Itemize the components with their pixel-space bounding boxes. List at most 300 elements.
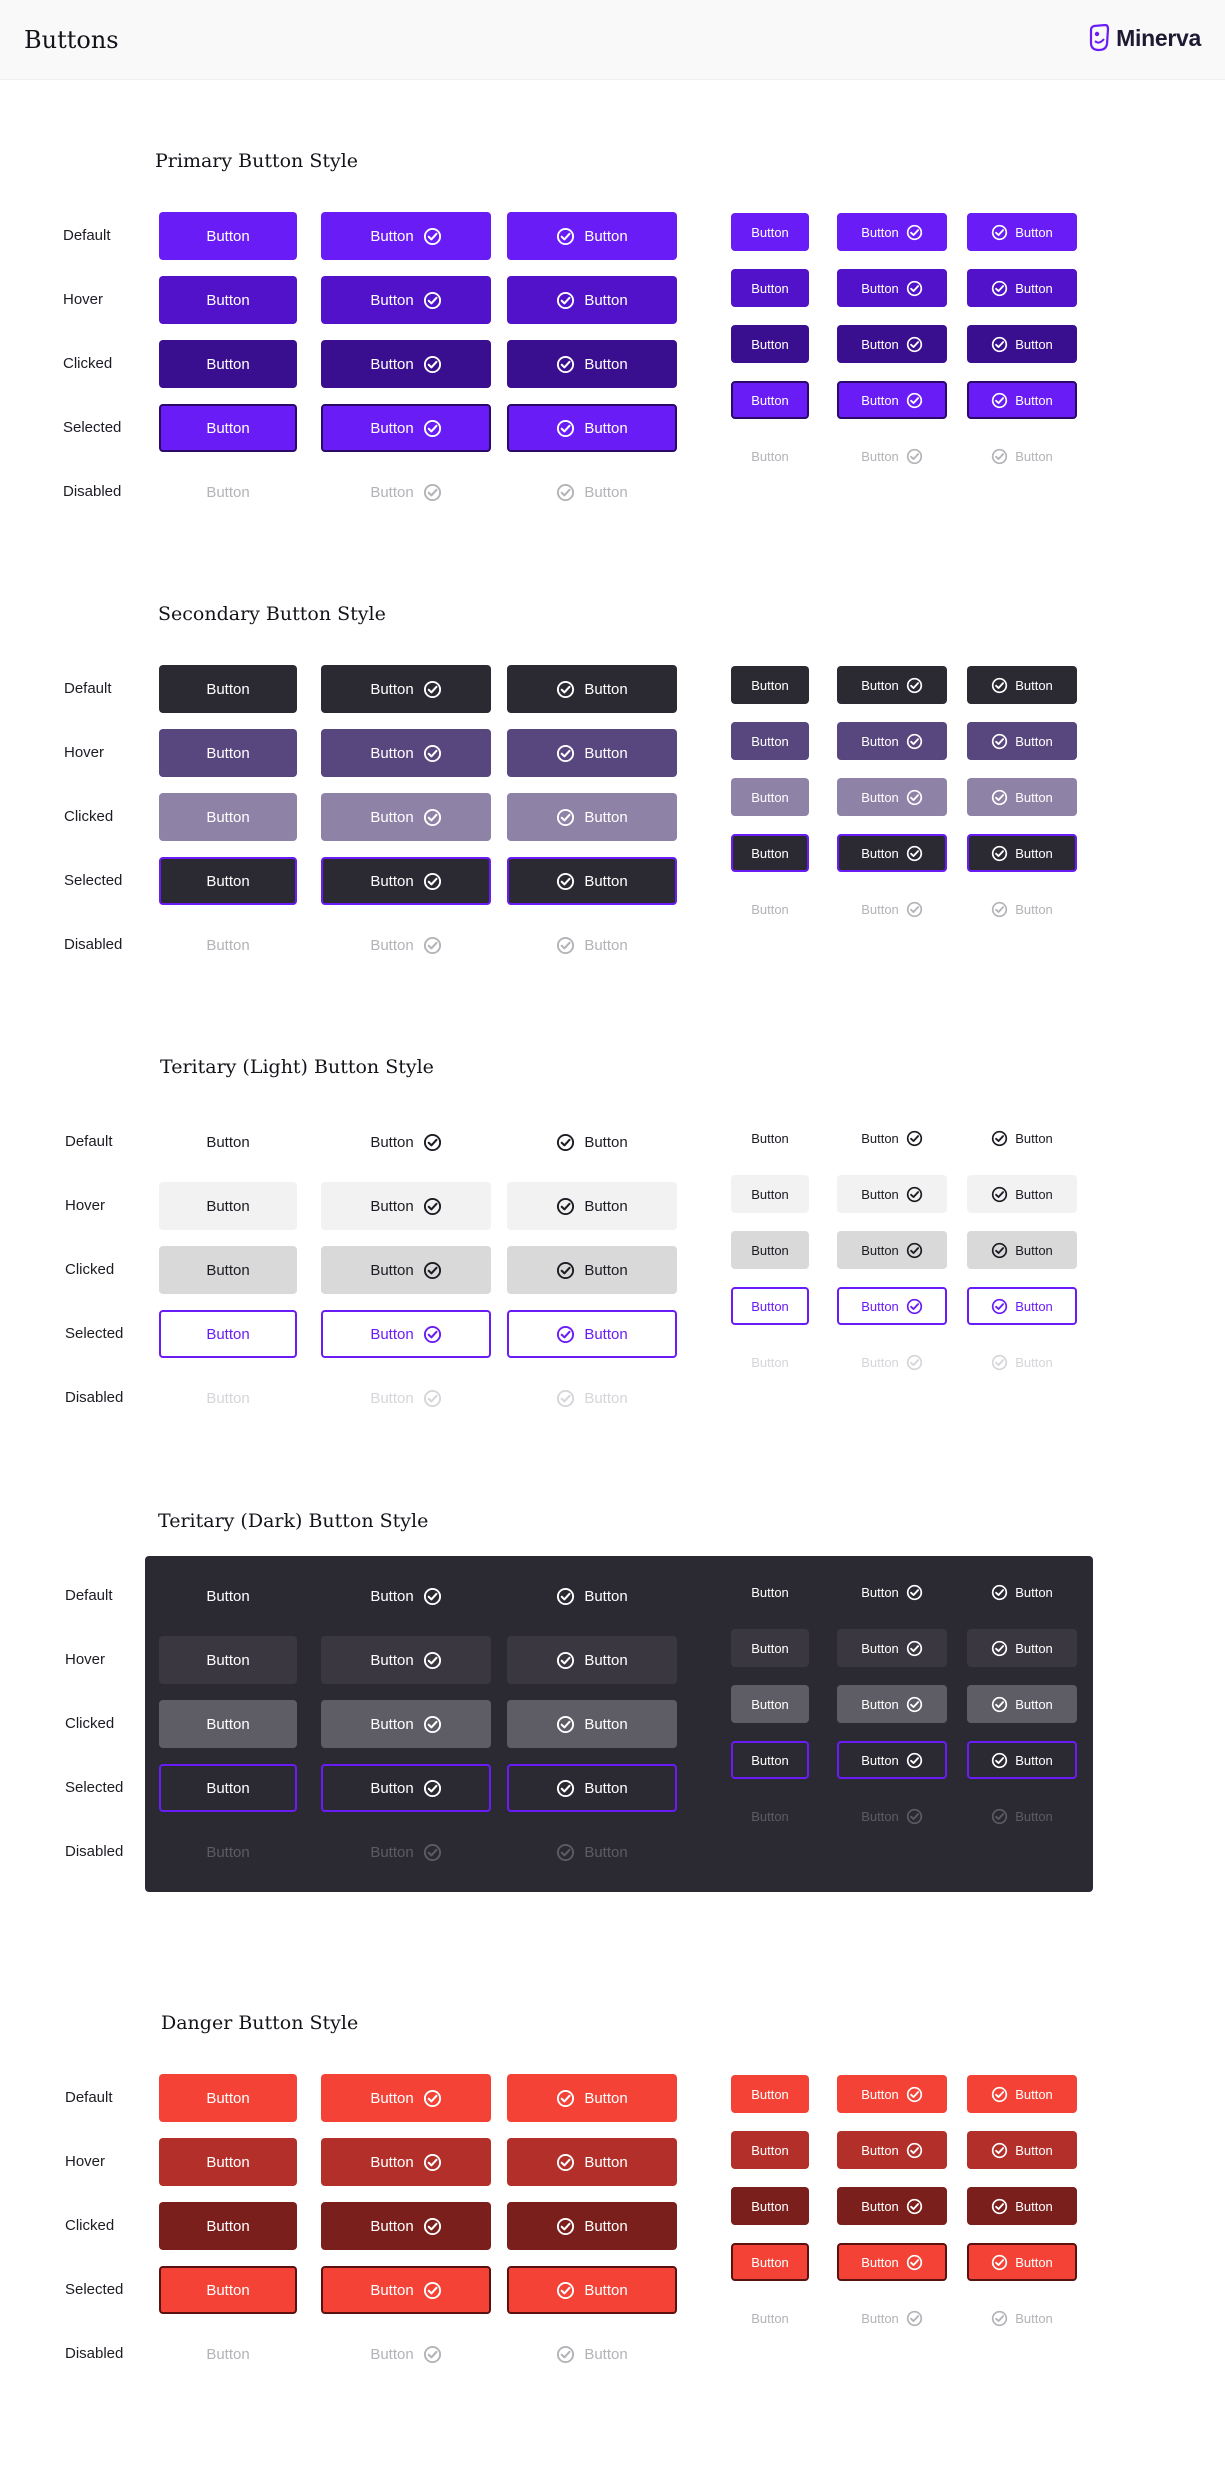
button-label: Button	[206, 227, 250, 245]
button-label: Button	[584, 1325, 628, 1343]
tertiary-dark-hover-icon-text-button[interactable]	[507, 1636, 677, 1684]
tertiary-light-selected-text-icon-button[interactable]	[837, 1287, 947, 1325]
state-label: Disabled	[63, 483, 122, 500]
button-label: Button	[370, 680, 414, 698]
check-circle-icon	[556, 419, 575, 438]
button-label: Button	[206, 483, 250, 501]
primary-hover-text-button[interactable]	[159, 276, 297, 324]
check-circle-icon	[906, 392, 923, 409]
button-label: Button	[206, 291, 250, 309]
button-label: Button	[861, 733, 899, 749]
button-label: Button	[1015, 392, 1053, 408]
tertiary-dark-clicked-icon-text-button[interactable]	[507, 1700, 677, 1748]
primary-selected-text-icon-button[interactable]	[837, 381, 947, 419]
tertiary-dark-hover-icon-text-button[interactable]	[967, 1629, 1077, 1667]
check-circle-icon	[991, 448, 1008, 465]
button-label: Button	[206, 2153, 250, 2171]
button-label: Button	[861, 1354, 899, 1370]
button-label: Button	[751, 1186, 789, 1202]
button-label: Button	[584, 419, 628, 437]
button-label: Button	[370, 1133, 414, 1151]
tertiary-dark-default-icon-text-button[interactable]	[507, 1572, 677, 1620]
check-circle-icon	[906, 224, 923, 241]
button-label: Button	[206, 1715, 250, 1733]
button-label: Button	[370, 936, 414, 954]
button-label: Button	[370, 227, 414, 245]
check-circle-icon	[906, 1130, 923, 1147]
button-label: Button	[1015, 789, 1053, 805]
danger-disabled-text-button	[159, 2330, 297, 2378]
section-title: Primary Button Style	[155, 150, 359, 172]
button-label: Button	[751, 1242, 789, 1258]
tertiary-dark-hover-text-button[interactable]	[731, 1629, 809, 1667]
danger-hover-icon-text-button[interactable]	[507, 2138, 677, 2186]
secondary-hover-icon-text-button[interactable]	[507, 729, 677, 777]
check-circle-icon	[991, 2086, 1008, 2103]
button-label: Button	[584, 2281, 628, 2299]
tertiary-light-default-icon-text-button[interactable]	[967, 1119, 1077, 1157]
primary-hover-icon-text-button[interactable]	[967, 269, 1077, 307]
button-label: Button	[206, 1587, 250, 1605]
button-label: Button	[751, 224, 789, 240]
button-label: Button	[206, 1389, 250, 1407]
check-circle-icon	[991, 1242, 1008, 1259]
danger-default-icon-text-button[interactable]	[967, 2075, 1077, 2113]
secondary-selected-text-icon-button[interactable]	[321, 857, 491, 905]
tertiary-light-hover-text-button[interactable]	[731, 1175, 809, 1213]
secondary-default-icon-text-button[interactable]	[967, 666, 1077, 704]
check-circle-icon	[556, 1389, 575, 1408]
button-label: Button	[1015, 1298, 1053, 1314]
check-circle-icon	[906, 1354, 923, 1371]
tertiary-light-default-text-icon-button[interactable]	[837, 1119, 947, 1157]
tertiary-light-hover-text-icon-button[interactable]	[321, 1182, 491, 1230]
secondary-default-text-button[interactable]	[159, 665, 297, 713]
check-circle-icon	[906, 2142, 923, 2159]
button-label: Button	[861, 1696, 899, 1712]
primary-hover-text-button[interactable]	[731, 269, 809, 307]
check-circle-icon	[556, 1587, 575, 1606]
secondary-clicked-text-icon-button[interactable]	[321, 793, 491, 841]
secondary-clicked-text-button[interactable]	[159, 793, 297, 841]
secondary-hover-text-icon-button[interactable]	[321, 729, 491, 777]
tertiary-light-clicked-text-button[interactable]	[731, 1231, 809, 1269]
button-label: Button	[370, 1651, 414, 1669]
button-label: Button	[861, 1752, 899, 1768]
button-label: Button	[584, 1715, 628, 1733]
danger-hover-text-icon-button[interactable]	[837, 2131, 947, 2169]
button-label: Button	[206, 1779, 250, 1797]
tertiary-dark-selected-icon-text-button[interactable]	[967, 1741, 1077, 1779]
primary-default-icon-text-button[interactable]	[507, 212, 677, 260]
check-circle-icon	[991, 789, 1008, 806]
tertiary-dark-hover-text-icon-button[interactable]	[321, 1636, 491, 1684]
tertiary-light-clicked-text-icon-button[interactable]	[837, 1231, 947, 1269]
primary-hover-text-icon-button[interactable]	[837, 269, 947, 307]
tertiary-dark-clicked-text-button[interactable]	[731, 1685, 809, 1723]
danger-disabled-text-button	[731, 2299, 809, 2337]
state-label: Clicked	[63, 355, 113, 372]
button-label: Button	[751, 448, 789, 464]
primary-selected-text-button[interactable]	[159, 404, 297, 452]
check-circle-icon	[423, 419, 442, 438]
button-label: Button	[206, 419, 250, 437]
danger-clicked-text-button[interactable]	[159, 2202, 297, 2250]
check-circle-icon	[991, 733, 1008, 750]
button-label: Button	[861, 224, 899, 240]
primary-clicked-text-icon-button[interactable]	[837, 325, 947, 363]
secondary-selected-icon-text-button[interactable]	[967, 834, 1077, 872]
check-circle-icon	[906, 733, 923, 750]
check-circle-icon	[906, 1752, 923, 1769]
button-label: Button	[584, 1261, 628, 1279]
tertiary-dark-selected-text-icon-button[interactable]	[321, 1764, 491, 1812]
button-label: Button	[1015, 2142, 1053, 2158]
button-label: Button	[370, 419, 414, 437]
check-circle-icon	[906, 677, 923, 694]
tertiary-light-selected-icon-text-button[interactable]	[507, 1310, 677, 1358]
secondary-selected-text-button[interactable]	[159, 857, 297, 905]
tertiary-dark-selected-text-button[interactable]	[731, 1741, 809, 1779]
check-circle-icon	[556, 744, 575, 763]
check-circle-icon	[991, 1752, 1008, 1769]
primary-disabled-icon-text-button	[967, 437, 1077, 475]
check-circle-icon	[423, 808, 442, 827]
primary-disabled-text-icon-button	[837, 437, 947, 475]
button-label: Button	[1015, 2086, 1053, 2102]
button-label: Button	[751, 1696, 789, 1712]
primary-default-text-icon-button[interactable]	[837, 213, 947, 251]
tertiary-dark-default-text-icon-button[interactable]	[321, 1572, 491, 1620]
button-label: Button	[370, 2217, 414, 2235]
danger-hover-icon-text-button[interactable]	[967, 2131, 1077, 2169]
check-circle-icon	[423, 1779, 442, 1798]
danger-selected-icon-text-button[interactable]	[507, 2266, 677, 2314]
danger-clicked-icon-text-button[interactable]	[967, 2187, 1077, 2225]
check-circle-icon	[556, 872, 575, 891]
danger-default-text-icon-button[interactable]	[837, 2075, 947, 2113]
check-circle-icon	[423, 1843, 442, 1862]
button-label: Button	[370, 1325, 414, 1343]
danger-selected-text-icon-button[interactable]	[837, 2243, 947, 2281]
secondary-clicked-text-button[interactable]	[731, 778, 809, 816]
primary-clicked-text-button[interactable]	[731, 325, 809, 363]
button-label: Button	[861, 2310, 899, 2326]
tertiary-dark-clicked-text-icon-button[interactable]	[837, 1685, 947, 1723]
check-circle-icon	[991, 1298, 1008, 1315]
primary-selected-text-button[interactable]	[731, 381, 809, 419]
button-label: Button	[370, 291, 414, 309]
check-circle-icon	[906, 789, 923, 806]
check-circle-icon	[556, 1651, 575, 1670]
secondary-default-text-icon-button[interactable]	[837, 666, 947, 704]
danger-default-text-button[interactable]	[731, 2075, 809, 2113]
danger-section	[0, 2012, 1225, 2432]
button-label: Button	[861, 1298, 899, 1314]
secondary-hover-icon-text-button[interactable]	[967, 722, 1077, 760]
primary-clicked-icon-text-button[interactable]	[507, 340, 677, 388]
primary-default-text-button[interactable]	[159, 212, 297, 260]
check-circle-icon	[556, 1779, 575, 1798]
button-label: Button	[584, 483, 628, 501]
button-label: Button	[1015, 1354, 1053, 1370]
tertiary-light-hover-text-button[interactable]	[159, 1182, 297, 1230]
check-circle-icon	[556, 2345, 575, 2364]
primary-disabled-text-icon-button	[321, 468, 491, 516]
state-label: Disabled	[64, 936, 123, 953]
state-label: Disabled	[65, 1389, 124, 1406]
tertiary-dark-default-text-button[interactable]	[159, 1572, 297, 1620]
button-label: Button	[1015, 2198, 1053, 2214]
button-label: Button	[751, 1808, 789, 1824]
tertiary-dark-disabled-text-icon-button	[321, 1828, 491, 1876]
tertiary-dark-default-text-button[interactable]	[731, 1573, 809, 1611]
check-circle-icon	[556, 1325, 575, 1344]
tertiary-dark-hover-text-icon-button[interactable]	[837, 1629, 947, 1667]
tertiary-light-clicked-icon-text-button[interactable]	[507, 1246, 677, 1294]
primary-default-icon-text-button[interactable]	[967, 213, 1077, 251]
check-circle-icon	[423, 680, 442, 699]
button-label: Button	[751, 1130, 789, 1146]
tertiary-light-default-text-icon-button[interactable]	[321, 1118, 491, 1166]
tertiary-light-hover-icon-text-button[interactable]	[507, 1182, 677, 1230]
check-circle-icon	[991, 2254, 1008, 2271]
secondary-clicked-icon-text-button[interactable]	[967, 778, 1077, 816]
secondary-disabled-icon-text-button	[967, 890, 1077, 928]
button-label: Button	[584, 2153, 628, 2171]
tertiary-light-clicked-text-icon-button[interactable]	[321, 1246, 491, 1294]
button-label: Button	[1015, 1752, 1053, 1768]
button-label: Button	[861, 1186, 899, 1202]
state-label: Hover	[64, 744, 105, 761]
tertiary-dark-clicked-text-icon-button[interactable]	[321, 1700, 491, 1748]
tertiary-dark-default-icon-text-button[interactable]	[967, 1573, 1077, 1611]
tertiary-light-clicked-icon-text-button[interactable]	[967, 1231, 1077, 1269]
check-circle-icon	[906, 1584, 923, 1601]
button-label: Button	[584, 1843, 628, 1861]
tertiary-light-default-text-button[interactable]	[159, 1118, 297, 1166]
primary-clicked-icon-text-button[interactable]	[967, 325, 1077, 363]
check-circle-icon	[906, 280, 923, 297]
check-circle-icon	[556, 808, 575, 827]
check-circle-icon	[991, 901, 1008, 918]
primary-hover-icon-text-button[interactable]	[507, 276, 677, 324]
danger-disabled-text-icon-button	[321, 2330, 491, 2378]
check-circle-icon	[556, 1197, 575, 1216]
tertiary-light-selected-text-button[interactable]	[159, 1310, 297, 1358]
danger-default-text-button[interactable]	[159, 2074, 297, 2122]
check-circle-icon	[991, 1130, 1008, 1147]
check-circle-icon	[423, 1261, 442, 1280]
check-circle-icon	[906, 1298, 923, 1315]
check-circle-icon	[423, 483, 442, 502]
button-label: Button	[370, 1261, 414, 1279]
tertiary-light-hover-icon-text-button[interactable]	[967, 1175, 1077, 1213]
button-label: Button	[370, 2089, 414, 2107]
tertiary-dark-selected-text-icon-button[interactable]	[837, 1741, 947, 1779]
check-circle-icon	[423, 355, 442, 374]
button-label: Button	[1015, 733, 1053, 749]
secondary-selected-icon-text-button[interactable]	[507, 857, 677, 905]
check-circle-icon	[991, 1640, 1008, 1657]
check-circle-icon	[423, 291, 442, 310]
secondary-disabled-text-button	[731, 890, 809, 928]
tertiary-light-selected-text-button[interactable]	[731, 1287, 809, 1325]
button-label: Button	[370, 872, 414, 890]
check-circle-icon	[423, 1133, 442, 1152]
tertiary-light-hover-text-icon-button[interactable]	[837, 1175, 947, 1213]
tertiary-light-clicked-text-button[interactable]	[159, 1246, 297, 1294]
secondary-default-text-button[interactable]	[731, 666, 809, 704]
state-label: Hover	[65, 1651, 106, 1668]
secondary-clicked-text-icon-button[interactable]	[837, 778, 947, 816]
button-label: Button	[584, 1587, 628, 1605]
section-title: Danger Button Style	[161, 2012, 359, 2034]
button-label: Button	[206, 680, 250, 698]
secondary-disabled-icon-text-button	[507, 921, 677, 969]
state-label: Selected	[64, 872, 123, 889]
button-label: Button	[206, 1133, 250, 1151]
check-circle-icon	[906, 2086, 923, 2103]
danger-clicked-icon-text-button[interactable]	[507, 2202, 677, 2250]
tertiary-light-default-icon-text-button[interactable]	[507, 1118, 677, 1166]
check-circle-icon	[906, 2198, 923, 2215]
danger-hover-text-button[interactable]	[159, 2138, 297, 2186]
button-label: Button	[751, 392, 789, 408]
owl-logo-icon	[1088, 24, 1110, 52]
state-label: Default	[65, 1133, 113, 1150]
button-label: Button	[584, 1651, 628, 1669]
button-label: Button	[751, 280, 789, 296]
page-header	[0, 0, 1225, 80]
button-label: Button	[1015, 677, 1053, 693]
check-circle-icon	[991, 677, 1008, 694]
button-label: Button	[584, 680, 628, 698]
button-label: Button	[370, 1843, 414, 1861]
check-circle-icon	[906, 1242, 923, 1259]
check-circle-icon	[906, 2310, 923, 2327]
button-label: Button	[861, 1808, 899, 1824]
button-label: Button	[861, 1640, 899, 1656]
primary-selected-icon-text-button[interactable]	[507, 404, 677, 452]
button-label: Button	[861, 336, 899, 352]
tertiary-light-disabled-text-icon-button	[837, 1343, 947, 1381]
check-circle-icon	[556, 355, 575, 374]
button-label: Button	[584, 744, 628, 762]
state-label: Clicked	[64, 808, 114, 825]
button-label: Button	[370, 1715, 414, 1733]
button-label: Button	[751, 677, 789, 693]
primary-section	[0, 150, 1225, 570]
check-circle-icon	[556, 1843, 575, 1862]
tertiary-dark-clicked-text-button[interactable]	[159, 1700, 297, 1748]
section-title: Teritary (Light) Button Style	[160, 1056, 434, 1078]
danger-selected-text-button[interactable]	[731, 2243, 809, 2281]
tertiary-dark-selected-icon-text-button[interactable]	[507, 1764, 677, 1812]
danger-default-icon-text-button[interactable]	[507, 2074, 677, 2122]
button-label: Button	[584, 872, 628, 890]
secondary-selected-text-icon-button[interactable]	[837, 834, 947, 872]
tertiary-light-disabled-icon-text-button	[967, 1343, 1077, 1381]
tertiary-dark-hover-text-button[interactable]	[159, 1636, 297, 1684]
tertiary-dark-disabled-text-button	[159, 1828, 297, 1876]
primary-default-text-icon-button[interactable]	[321, 212, 491, 260]
danger-clicked-text-icon-button[interactable]	[837, 2187, 947, 2225]
state-label: Disabled	[65, 2345, 124, 2362]
button-label: Button	[751, 789, 789, 805]
check-circle-icon	[991, 224, 1008, 241]
check-circle-icon	[991, 280, 1008, 297]
primary-clicked-text-button[interactable]	[159, 340, 297, 388]
button-label: Button	[370, 1389, 414, 1407]
page-title: Buttons	[24, 26, 119, 54]
secondary-clicked-icon-text-button[interactable]	[507, 793, 677, 841]
button-label: Button	[751, 2254, 789, 2270]
button-label: Button	[1015, 901, 1053, 917]
danger-default-text-icon-button[interactable]	[321, 2074, 491, 2122]
primary-hover-text-icon-button[interactable]	[321, 276, 491, 324]
check-circle-icon	[423, 2281, 442, 2300]
primary-selected-icon-text-button[interactable]	[967, 381, 1077, 419]
danger-hover-text-icon-button[interactable]	[321, 2138, 491, 2186]
tertiary-dark-default-text-icon-button[interactable]	[837, 1573, 947, 1611]
check-circle-icon	[906, 336, 923, 353]
danger-clicked-text-button[interactable]	[731, 2187, 809, 2225]
primary-default-text-button[interactable]	[731, 213, 809, 251]
button-label: Button	[751, 2086, 789, 2102]
primary-selected-text-icon-button[interactable]	[321, 404, 491, 452]
secondary-default-icon-text-button[interactable]	[507, 665, 677, 713]
danger-hover-text-button[interactable]	[731, 2131, 809, 2169]
secondary-hover-text-button[interactable]	[731, 722, 809, 760]
button-label: Button	[861, 280, 899, 296]
button-label: Button	[370, 744, 414, 762]
button-label: Button	[206, 2281, 250, 2299]
button-label: Button	[1015, 1696, 1053, 1712]
state-label: Selected	[65, 2281, 124, 2298]
button-label: Button	[751, 336, 789, 352]
tertiary-dark-selected-text-button[interactable]	[159, 1764, 297, 1812]
tertiary-dark-clicked-icon-text-button[interactable]	[967, 1685, 1077, 1723]
check-circle-icon	[423, 2153, 442, 2172]
tertiary-light-selected-text-icon-button[interactable]	[321, 1310, 491, 1358]
button-label: Button	[751, 1752, 789, 1768]
check-circle-icon	[991, 1696, 1008, 1713]
state-label: Disabled	[65, 1843, 124, 1860]
check-circle-icon	[556, 2089, 575, 2108]
danger-selected-text-icon-button[interactable]	[321, 2266, 491, 2314]
check-circle-icon	[423, 872, 442, 891]
check-circle-icon	[556, 2153, 575, 2172]
danger-selected-text-button[interactable]	[159, 2266, 297, 2314]
secondary-hover-text-icon-button[interactable]	[837, 722, 947, 760]
button-label: Button	[861, 2086, 899, 2102]
check-circle-icon	[991, 1584, 1008, 1601]
button-label: Button	[861, 2142, 899, 2158]
danger-selected-icon-text-button[interactable]	[967, 2243, 1077, 2281]
tertiary-light-selected-icon-text-button[interactable]	[967, 1287, 1077, 1325]
danger-clicked-text-icon-button[interactable]	[321, 2202, 491, 2250]
secondary-default-text-icon-button[interactable]	[321, 665, 491, 713]
primary-clicked-text-icon-button[interactable]	[321, 340, 491, 388]
check-circle-icon	[556, 936, 575, 955]
tertiary-light-default-text-button[interactable]	[731, 1119, 809, 1157]
secondary-selected-text-button[interactable]	[731, 834, 809, 872]
check-circle-icon	[423, 2217, 442, 2236]
button-label: Button	[584, 1197, 628, 1215]
secondary-hover-text-button[interactable]	[159, 729, 297, 777]
state-label: Selected	[65, 1779, 124, 1796]
